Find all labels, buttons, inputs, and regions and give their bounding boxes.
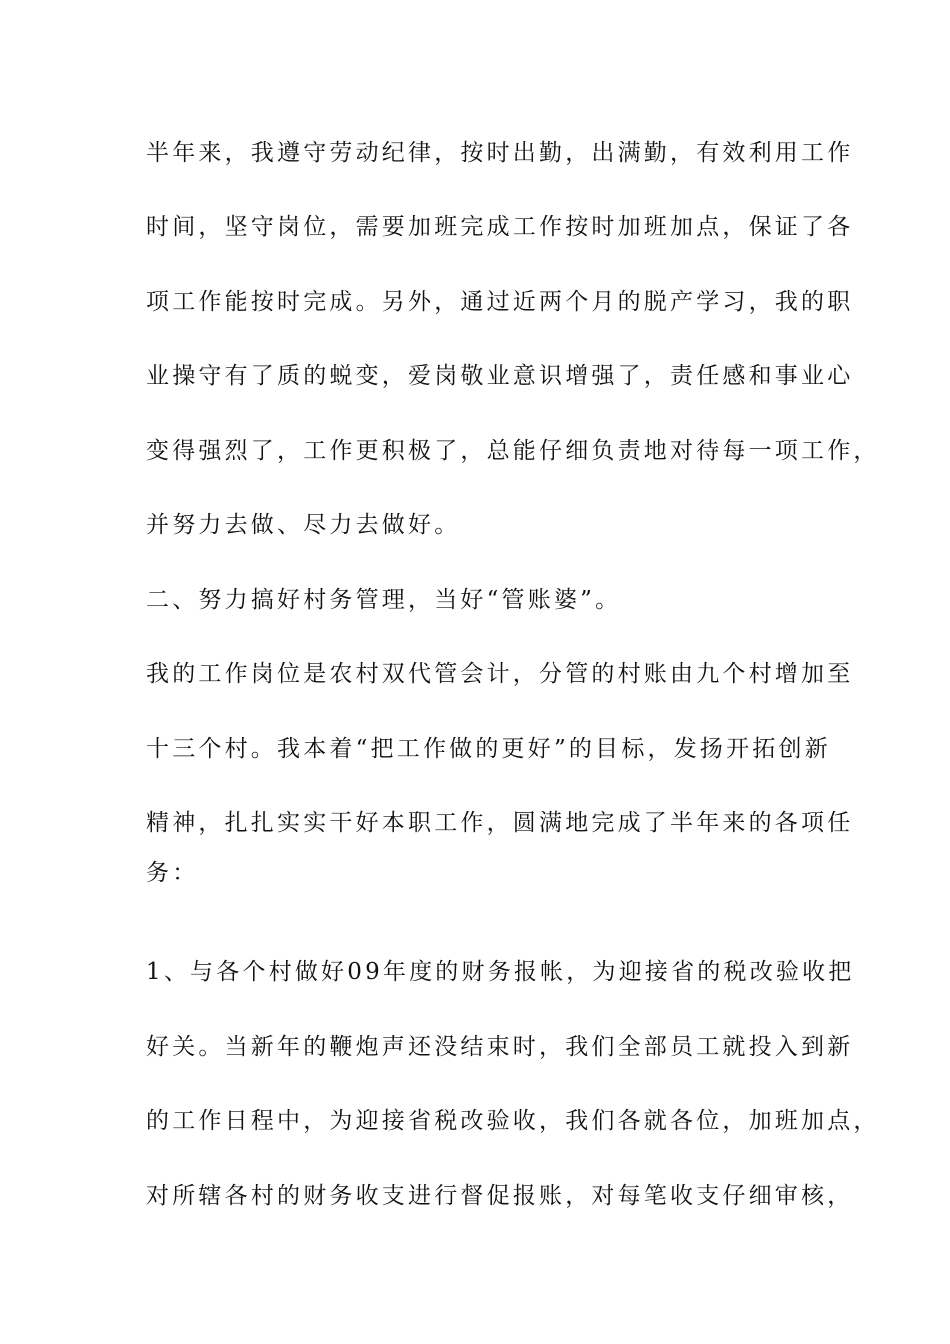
text-line: 半年来，我遵守劳动纪律，按时出勤，出满勤，有效利用工作 — [146, 140, 854, 166]
text-line: 务： — [146, 860, 199, 886]
text-line: 对所辖各村的财务收支进行督促报账，对每笔收支仔细审核， — [146, 1183, 854, 1209]
text-line: 的工作日程中，为迎接省税改验收，我们各就各位，加班加点， — [146, 1108, 880, 1134]
text-line: 好关。当新年的鞭炮声还没结束时，我们全部员工就投入到新 — [146, 1034, 854, 1060]
text-line: 并努力去做、尽力去做好。 — [146, 512, 461, 538]
text-line: 变得强烈了，工作更积极了，总能仔细负责地对待每一项工作， — [146, 438, 880, 464]
section-heading: 二、努力搞好村务管理，当好“管账婆”。 — [146, 587, 622, 613]
text-line: 业操守有了质的蜕变，爱岗敬业意识增强了，责任感和事业心 — [146, 363, 854, 389]
text-line: 我的工作岗位是农村双代管会计，分管的村账由九个村增加至 — [146, 661, 854, 687]
text-line: 项工作能按时完成。另外，通过近两个月的脱产学习，我的职 — [146, 289, 854, 315]
text-line: 十三个村。我本着“把工作做的更好”的目标，发扬开拓创新 — [146, 736, 831, 762]
text-line: 时间，坚守岗位，需要加班完成工作按时加班加点，保证了各 — [146, 214, 854, 240]
text-line: 精神，扎扎实实干好本职工作，圆满地完成了半年来的各项任 — [146, 810, 854, 836]
list-item-line: 1、与各个村做好09年度的财务报帐，为迎接省的税改验收把 — [146, 959, 855, 985]
